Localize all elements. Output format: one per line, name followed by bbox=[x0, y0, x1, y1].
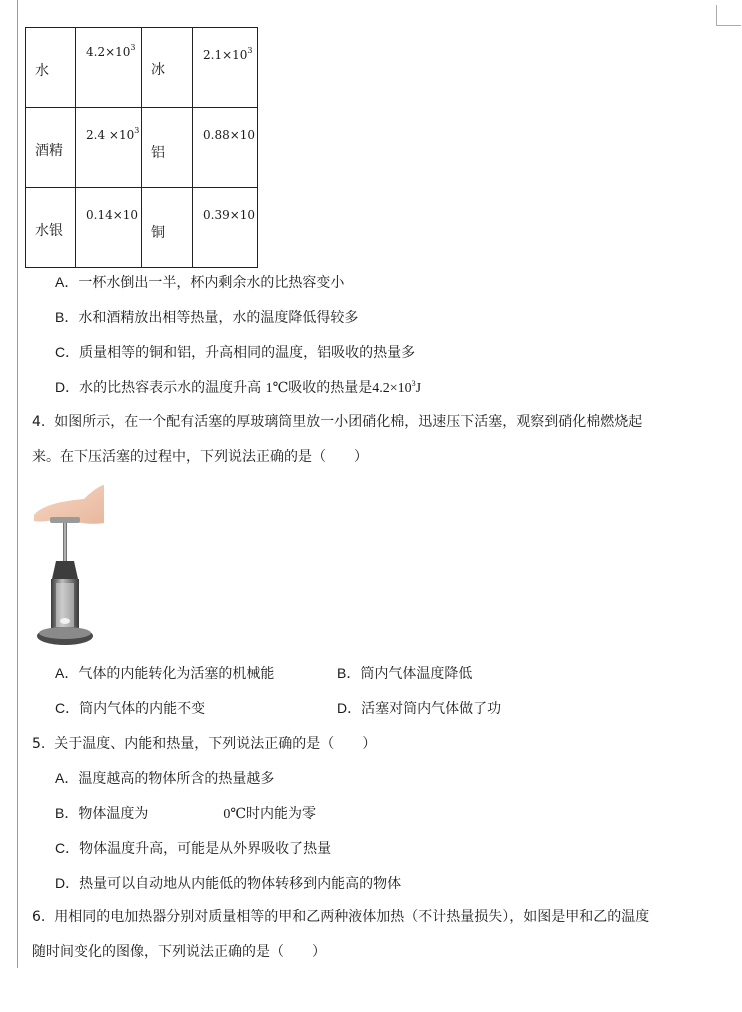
table-cell bbox=[26, 108, 76, 188]
q3-option-c: C．质量相等的铜和铝，升高相同的温度，铝吸收的热量多 bbox=[55, 344, 416, 361]
q4-option-a: A．气体的内能转化为活塞的机械能 bbox=[55, 665, 275, 682]
table-cell bbox=[193, 108, 258, 188]
heat-value: 0.39×10 bbox=[203, 208, 256, 222]
table-cell bbox=[76, 188, 142, 268]
q6-stem-line1: 6. 用相同的电加热器分别对质量相等的甲和乙两种液体加热（不计热量损失），如图是甲和乙的温度 bbox=[32, 909, 650, 925]
substance-name: 铝 bbox=[151, 145, 165, 161]
table-cell bbox=[26, 28, 76, 108]
page-margin-line bbox=[17, 0, 18, 968]
q3-option-a: A．一杯水倒出一半，杯内剩余水的比热容变小 bbox=[55, 274, 345, 291]
q5-option-a: A．温度越高的物体所含的热量越多 bbox=[55, 770, 275, 787]
table-cell bbox=[142, 28, 193, 108]
specific-heat-table bbox=[25, 27, 258, 268]
table-row bbox=[26, 188, 258, 268]
table-row bbox=[26, 28, 258, 108]
q3-option-d: D．水的比热容表示水的温度升高 1℃吸收的热量是$4.2\times 10^3J$ bbox=[55, 379, 422, 396]
table-row bbox=[26, 108, 258, 188]
substance-name: 铜 bbox=[151, 225, 165, 241]
substance-name: 冰 bbox=[151, 62, 165, 78]
substance-name: 水 bbox=[35, 63, 49, 79]
q5-stem: 5. 关于温度、内能和热量，下列说法正确的是（ ） bbox=[32, 736, 377, 752]
q4-option-b: B．筒内气体温度降低 bbox=[337, 665, 473, 682]
table-cell bbox=[193, 188, 258, 268]
q5-option-d: D．热量可以自动地从内能低的物体转移到内能高的物体 bbox=[55, 875, 402, 892]
substance-name: 酒精 bbox=[35, 143, 63, 159]
q6-stem-line2: 随时间变化的图像，下列说法正确的是（ ） bbox=[32, 944, 326, 960]
q5-option-c: C．物体温度升高，可能是从外界吸收了热量 bbox=[55, 840, 332, 857]
substance-name: 水银 bbox=[35, 223, 63, 239]
piston-cylinder-figure bbox=[32, 483, 104, 648]
table-cell bbox=[142, 108, 193, 188]
table-cell bbox=[76, 108, 142, 188]
heat-value: $2.1\times 10^3$ bbox=[203, 46, 253, 62]
q3-option-b: B．水和酒精放出相等热量，水的温度降低得较多 bbox=[55, 309, 359, 326]
q5-option-b: B．物体温度为 0℃时内能为零 bbox=[55, 805, 317, 822]
heat-value: $2.4 \times 10^3$ bbox=[86, 126, 140, 142]
table-cell bbox=[76, 28, 142, 108]
heat-value: 0.88×10 bbox=[203, 128, 256, 142]
page-corner-mark bbox=[716, 5, 741, 26]
q4-stem-line1: 4. 如图所示，在一个配有活塞的厚玻璃筒里放一小团硝化棉，迅速压下活塞，观察到硝化棉燃烧起 bbox=[32, 414, 643, 430]
table-cell bbox=[193, 28, 258, 108]
table-cell bbox=[142, 188, 193, 268]
q4-option-d: D．活塞对筒内气体做了功 bbox=[337, 700, 502, 717]
table-cell bbox=[26, 188, 76, 268]
q4-option-c: C．筒内气体的内能不变 bbox=[55, 700, 206, 717]
q4-stem-line2: 来。在下压活塞的过程中，下列说法正确的是（ ） bbox=[32, 449, 368, 465]
heat-value: $4.2\times 10^3$ bbox=[86, 43, 136, 59]
heat-value: 0.14×10 bbox=[86, 208, 139, 222]
